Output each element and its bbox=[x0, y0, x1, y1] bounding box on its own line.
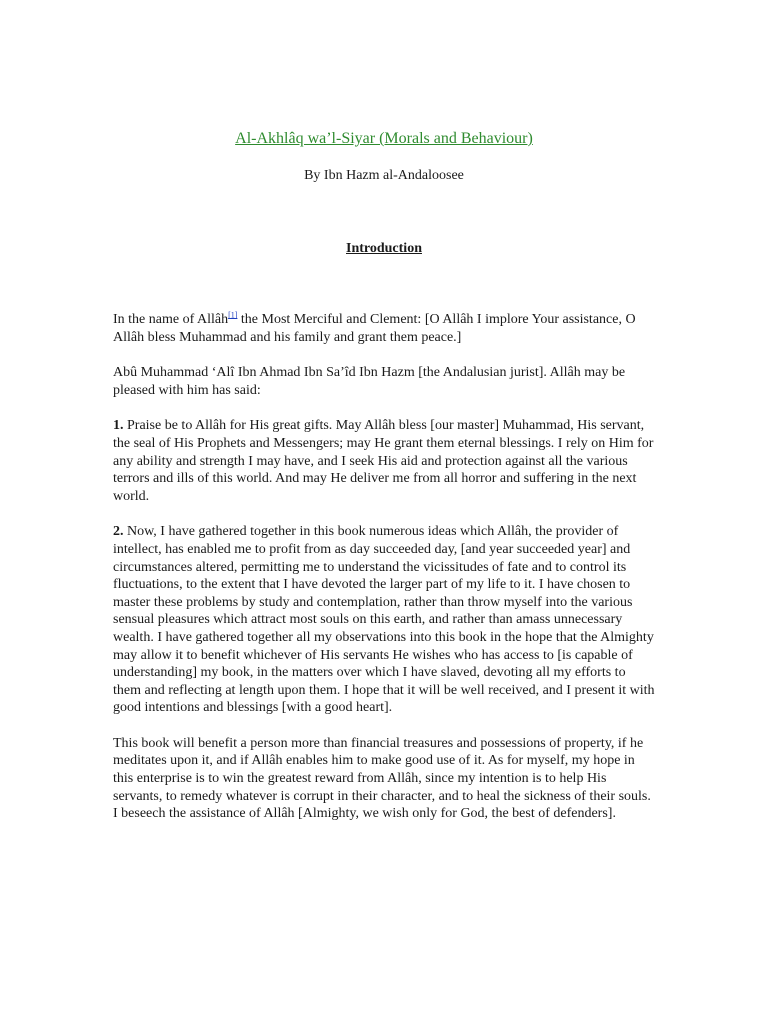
paragraph-text: Now, I have gathered together in this book numerous ideas which Allâh, the provider of intellect, has enabled me to profit from as day succeeded day, [and year succeeded year] and circumstances altered, permitting me to understand the vicissitudes of fate and to control its fluctuations, to the extent that I have devoted the larger part of my life to it. I have chosen to master these problems by study and contemplation, rather than throw myself into the various sensual pleasures which attract most souls on this earth, and rather than amass unnecessary wealth. I have gathered together all my observations into this book in the hope that the Almighty may allow it to benefit whichever of His servants He wishes who has access to [is capable of understanding] my book, in the matters over which I have slaved, devoting all my efforts to them and reflecting at length upon them. I hope that it will be well received, and I present it with good intentions and blessings [with a good heart]. bbox=[113, 524, 655, 716]
paragraph-1 bbox=[113, 417, 655, 505]
paragraph-text: the Most Merciful and Clement: [O Allâh I implore Your assistance, O Allâh bless Muhammad and his family and grant them peace.] bbox=[113, 312, 636, 345]
document-body bbox=[113, 311, 655, 841]
paragraph-attribution bbox=[113, 364, 655, 399]
paragraph-text: This book will benefit a person more than financial treasures and possessions of property, if he meditates upon it, and if Allâh enables him to make good use of it. As for myself, my hope in this enterprise is to win the greatest reward from Allâh, since my intention is to help His servants, to remedy whatever is corrupt in their character, and to heal the sickness of their souls. I beseech the assistance of Allâh [Almighty, we wish only for God, the best of defenders]. bbox=[113, 735, 651, 822]
paragraph-text: Praise be to Allâh for His great gifts. May Allâh bless [our master] Muhammad, His servant, the seal of His Prophets and Messengers; may He grant them eternal blessings. I rely on Him for any ability and strength I may have, and I seek His aid and protection against all the various terrors and ills of this world. And may He deliver me from all horror and suffering in the next world. bbox=[113, 418, 654, 504]
document-title: Al-Akhlâq wa’l-Siyar (Morals and Behaviour) bbox=[235, 130, 533, 147]
section-heading-introduction: Introduction bbox=[346, 241, 422, 256]
paragraph-number: 2. bbox=[113, 524, 124, 540]
paragraph-text: Abû Muhammad ‘Alî Ibn Ahmad Ibn Sa’îd Ibn Hazm [the Andalusian jurist]. Allâh may be pleased with him has said: bbox=[113, 365, 626, 398]
paragraph-text: In the name of Allâh bbox=[113, 312, 229, 327]
paragraph-invocation bbox=[113, 311, 655, 346]
paragraph-benefit bbox=[113, 735, 655, 823]
document-byline: By Ibn Hazm al-Andaloosee bbox=[304, 168, 464, 183]
paragraph-2 bbox=[113, 523, 655, 717]
paragraph-number: 1. bbox=[113, 418, 124, 434]
footnote-link[interactable]: [1] bbox=[228, 310, 238, 320]
